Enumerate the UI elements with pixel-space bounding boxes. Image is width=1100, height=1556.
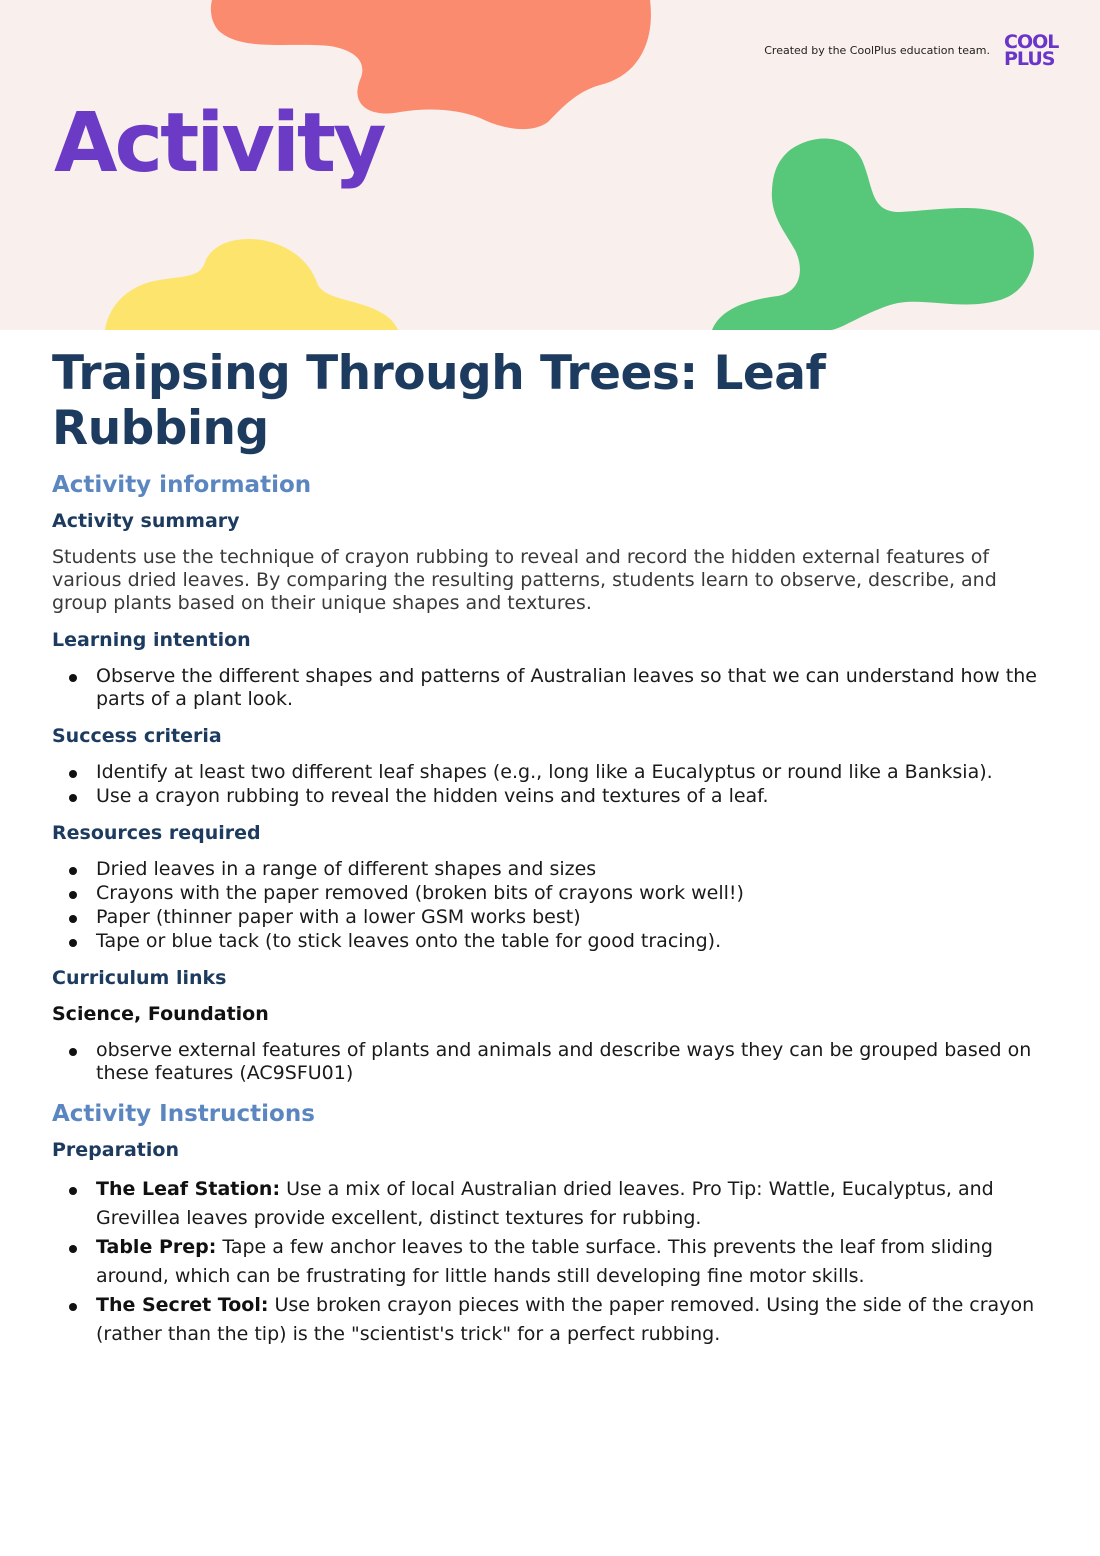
subheading-learning-intention: Learning intention <box>52 629 251 651</box>
item-label: The Secret Tool: <box>96 1294 269 1316</box>
list-item <box>96 1291 1052 1349</box>
curriculum-subject: Science, Foundation <box>52 1003 269 1025</box>
header-banner <box>0 0 1100 330</box>
coolplus-logo <box>1004 31 1068 70</box>
item-label: The Leaf Station: <box>96 1178 281 1200</box>
list-item: Use a crayon rubbing to reveal the hidden veins and textures of a leaf. <box>96 785 1052 808</box>
list-item: Observe the different shapes and patterns of Australian leaves so that we can understand how the parts of a plant look. <box>96 665 1052 711</box>
subheading-resources-required: Resources required <box>52 822 261 844</box>
yellow-blob <box>105 239 398 330</box>
item-text: Use a mix of local Australian dried leaves. Pro Tip: Wattle, Eucalyptus, and Grevillea leaves provide excellent, distinct textures for rubbing. <box>96 1178 994 1229</box>
document-body <box>52 346 1052 1363</box>
green-blob <box>712 139 1034 330</box>
section-heading-activity-instructions: Activity Instructions <box>52 1101 315 1127</box>
list-item: Identify at least two different leaf shapes (e.g., long like a Eucalyptus or round like a Banksia). <box>96 761 1052 784</box>
list-item <box>96 1233 1052 1291</box>
summary-paragraph: Students use the technique of crayon rubbing to reveal and record the hidden external features of various dried leaves. By comparing the resulting patterns, students learn to observe, describe, and group plants based on their unique shapes and textures. <box>52 546 997 614</box>
list-item: Crayons with the paper removed (broken bits of crayons work well!) <box>96 882 1052 905</box>
success-criteria-list <box>52 761 1052 808</box>
logo-line-plus: PLUS <box>1004 48 1055 70</box>
list-item: observe external features of plants and animals and describe ways they can be grouped based on these features (AC9SFU01) <box>96 1039 1052 1085</box>
item-text: Use broken crayon pieces with the paper removed. Using the side of the crayon (rather than the tip) is the "scientist's trick" for a perfect rubbing. <box>96 1294 1035 1345</box>
list-item: Dried leaves in a range of different shapes and sizes <box>96 858 1052 881</box>
subheading-success-criteria: Success criteria <box>52 725 222 747</box>
banner-title: Activity <box>54 96 384 191</box>
list-item: Tape or blue tack (to stick leaves onto the table for good tracing). <box>96 930 1052 953</box>
subheading-activity-summary: Activity summary <box>52 510 240 532</box>
list-item <box>96 1175 1052 1233</box>
curriculum-list <box>52 1039 1052 1085</box>
credit-text: Created by the CoolPlus education team. <box>764 44 990 57</box>
learning-intention-list <box>52 665 1052 711</box>
subheading-curriculum-links: Curriculum links <box>52 967 227 989</box>
resources-list <box>52 858 1052 953</box>
list-item: Paper (thinner paper with a lower GSM works best) <box>96 906 1052 929</box>
subheading-preparation: Preparation <box>52 1139 179 1161</box>
item-text: Tape a few anchor leaves to the table surface. This prevents the leaf from sliding around, which can be frustrating for little hands still developing fine motor skills. <box>96 1236 993 1287</box>
section-heading-activity-information: Activity information <box>52 472 312 498</box>
item-label: Table Prep: <box>96 1236 217 1258</box>
preparation-list <box>52 1175 1052 1349</box>
logo-line-cool: COOL <box>1004 31 1059 53</box>
page-title: Traipsing Through Trees: Leaf Rubbing <box>52 346 826 456</box>
